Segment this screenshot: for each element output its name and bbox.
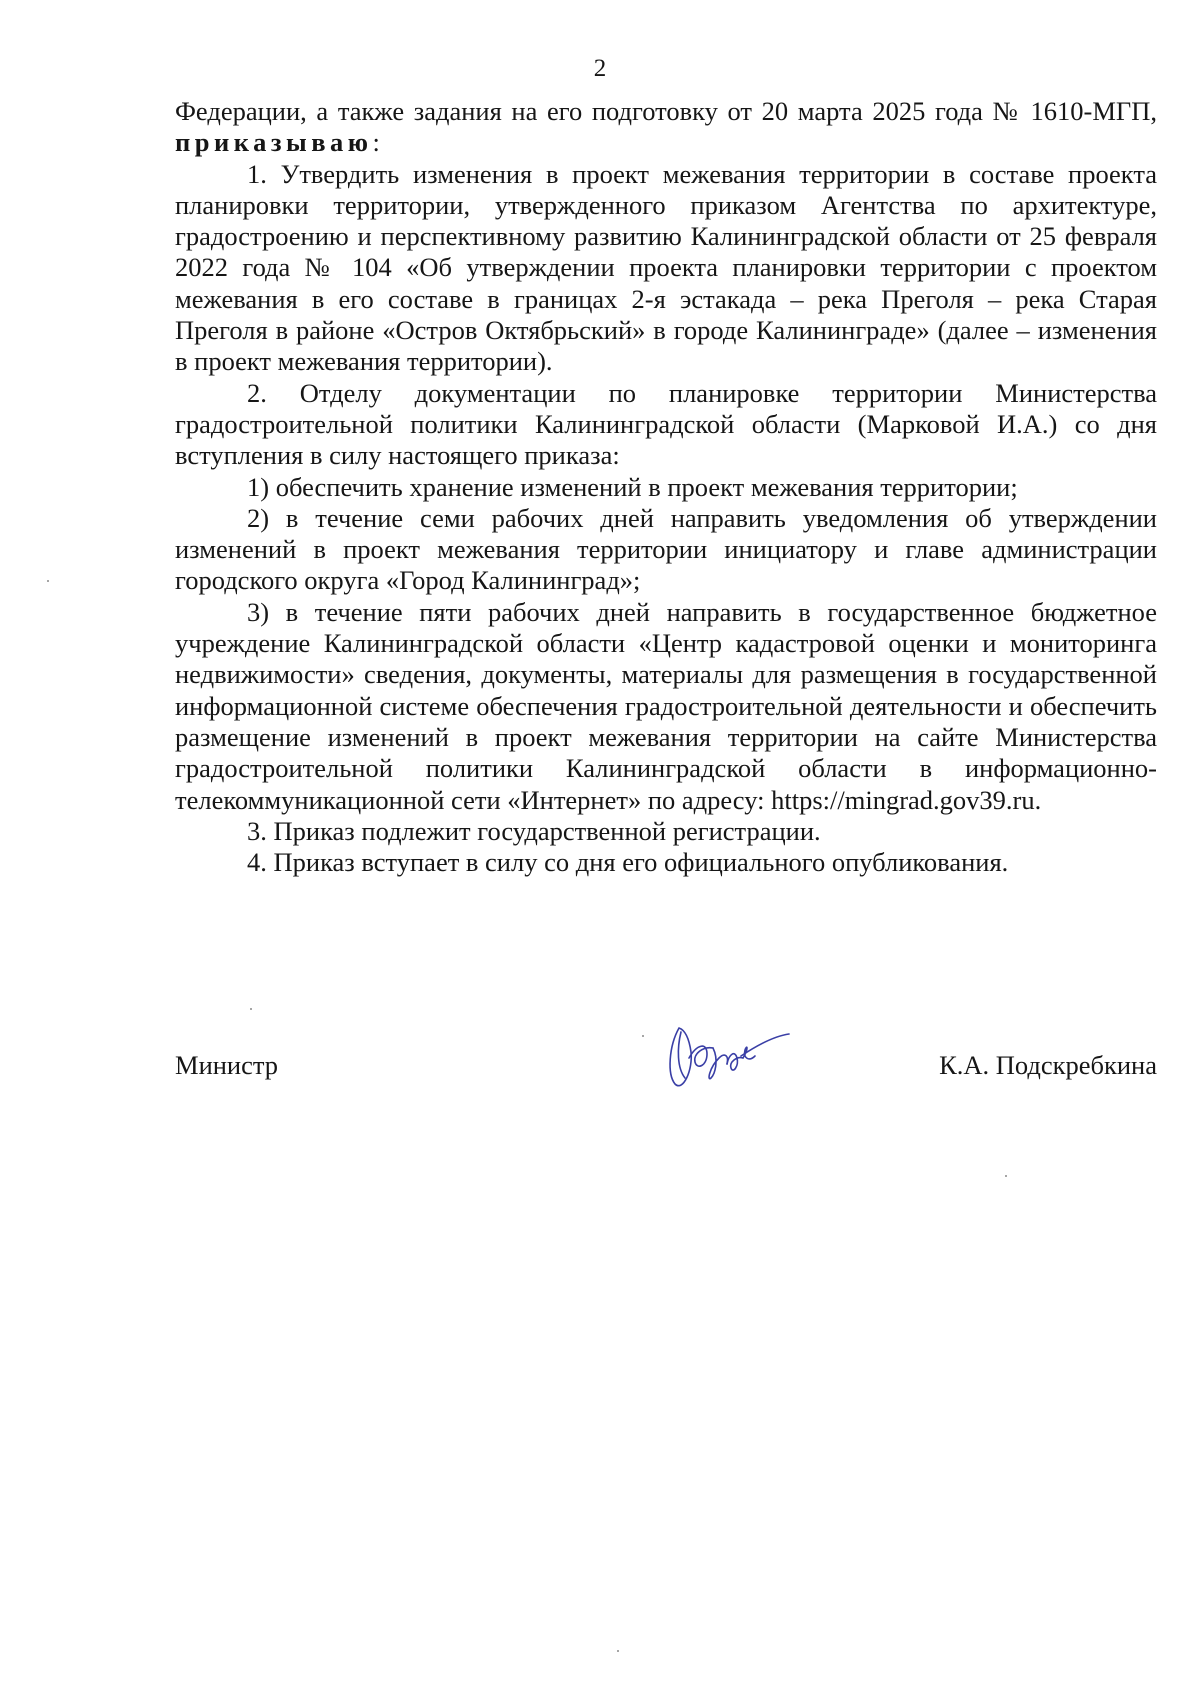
- preamble-colon: :: [372, 127, 380, 158]
- paragraph-item-1: 1. Утвердить изменения в проект межевания территории в составе проекта планировки территории, утвержденного приказом Агентства по архитектуре, градостроению и перспективному развитию Калининградской области от 25 февраля 2022 года № 104 «Об утверждении проекта планировки территории с проектом межевания в его составе в границах 2-я эстакада – река Преголя – река Старая Преголя в районе «Остров Октябрьский» в городе Калининграде» (далее – изменения в проект межевания территории).: [175, 158, 1157, 377]
- signer-name: К.А. Подскребкина: [939, 1050, 1157, 1080]
- signature-block: [175, 1050, 1157, 1120]
- paragraph-subitem-3: 3) в течение пяти рабочих дней направить в государственное бюджетное учреждение Калининградской области «Центр кадастровой оценки и мониторинга недвижимости» сведения, документы, материалы для размещения в государственной информационной системе обеспечения градостроительной деятельности и обеспечить размещение изменений в проект межевания территории на сайте Министерства градостроительной политики Калининградской области в информационно-телекоммуникационной сети «Интернет» по адресу: https://mingrad.gov39.ru.: [175, 596, 1157, 815]
- paragraph-subitem-2: 2) в течение семи рабочих дней направить уведомления об утверждении изменений в проект межевания территории инициатору и главе администрации городского округа «Город Калининград»;: [175, 502, 1157, 596]
- handwritten-signature-icon: [663, 1018, 793, 1090]
- paragraph-preamble: [175, 96, 1157, 159]
- paragraph-item-4: 4. Приказ вступает в силу со дня его официального опубликования.: [247, 847, 1009, 878]
- paragraph-item-3: 3. Приказ подлежит государственной регистрации.: [247, 815, 821, 846]
- paragraph-item-2: 2. Отделу документации по планировке территории Министерства градостроительной политики Калининградской области (Марковой И.А.) со дня вступления в силу настоящего приказа:: [175, 377, 1157, 471]
- scan-speck: [617, 1650, 619, 1652]
- order-body: [175, 96, 1157, 878]
- scan-speck: [1005, 1175, 1007, 1177]
- page-number: 2: [593, 55, 607, 82]
- paragraph-subitem-1: 1) обеспечить хранение изменений в проект межевания территории;: [247, 471, 1018, 502]
- preamble-text: Федерации, а также задания на его подготовку от 20 марта 2025 года № 1610-МГП,: [175, 96, 1157, 126]
- scan-speck: [47, 580, 49, 582]
- order-keyword: приказываю: [175, 127, 373, 158]
- scan-speck: [642, 1035, 644, 1037]
- signer-title: Министр: [175, 1050, 279, 1080]
- scan-speck: [250, 1008, 252, 1010]
